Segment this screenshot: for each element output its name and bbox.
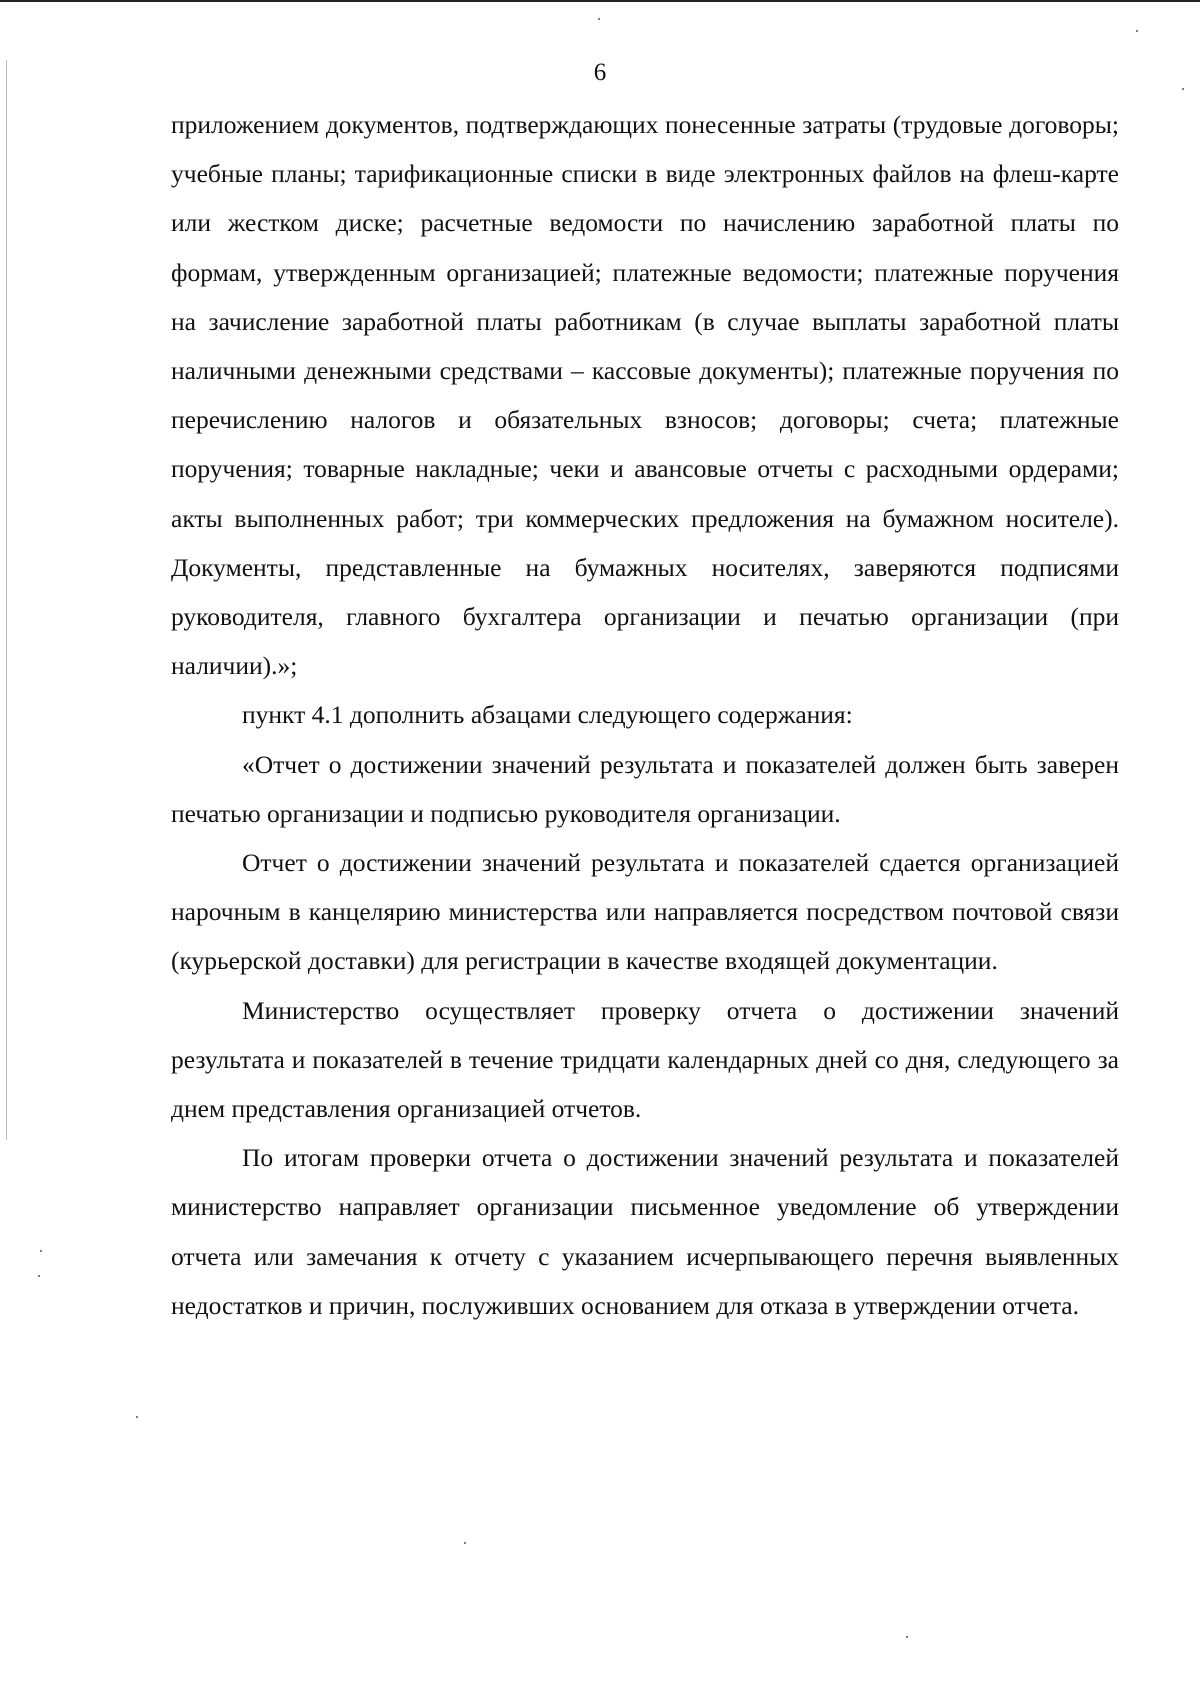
scan-speck — [906, 1636, 908, 1638]
paragraph-review-outcome: По итогам проверки отчета о достижении значений результата и показателей министерство направляет организации письменное уведомление об утверждении отчета или замечания к отчету с указанием исчерпывающего перечня выявленных недостатков и причин, послуживших основанием для отказа в утверждении отчета. — [171, 1143, 1119, 1320]
scan-speck — [40, 1250, 42, 1252]
page-number: 6 — [593, 59, 607, 86]
scan-left-edge — [6, 60, 7, 1140]
paragraph-ministry-review: Министерство осуществляет проверку отчета о достижении значений результата и показателей в течение тридцати календарных дней со дня, следующего за днем представления организацией отчетов. — [171, 995, 1119, 1124]
scan-speck — [598, 18, 600, 20]
paragraph-amendment-intro: пункт 4.1 дополнить абзацами следующего содержания: — [242, 700, 853, 730]
scan-speck — [136, 1416, 138, 1418]
paragraph-continuation: приложением документов, подтверждающих понесенные затраты (трудовые договоры; учебные планы; тарификационные списки в виде электронных файлов на флеш-карте или жестком диске; расчетные ведомости по начислению заработной платы по формам, утвержденным организацией; платежные ведомости; платежные поручения на зачисление заработной платы работникам (в случае выплаты заработной платы наличными денежными средствами – кассовые документы); платежные поручения по перечислению налогов и обязательных взносов; договоры; счета; платежные поручения; товарные накладные; чеки и авансовые отчеты с расходными ордерами; акты выполненных работ; три коммерческих предложения на бумажном носителе). Документы, представленные на бумажных носителях, заверяются подписями руководителя, главного бухгалтера организации и печатью организации (при наличии).»; — [171, 110, 1119, 681]
scan-speck — [38, 1275, 40, 1277]
scan-speck — [1182, 88, 1184, 90]
page-top-edge — [0, 0, 1200, 2]
scan-speck — [1136, 30, 1138, 32]
paragraph-report-certification: «Отчет о достижении значений результата и показателей должен быть заверен печатью организации и подписью руководителя организации. — [171, 749, 1119, 828]
document-body — [171, 100, 1119, 1330]
paragraph-report-submission: Отчет о достижении значений результата и показателей сдается организацией нарочным в канцелярию министерства или направляется посредством почтовой связи (курьерской доставки) для регистрации в качестве входящей документации. — [171, 848, 1119, 976]
scan-speck — [464, 1542, 466, 1544]
